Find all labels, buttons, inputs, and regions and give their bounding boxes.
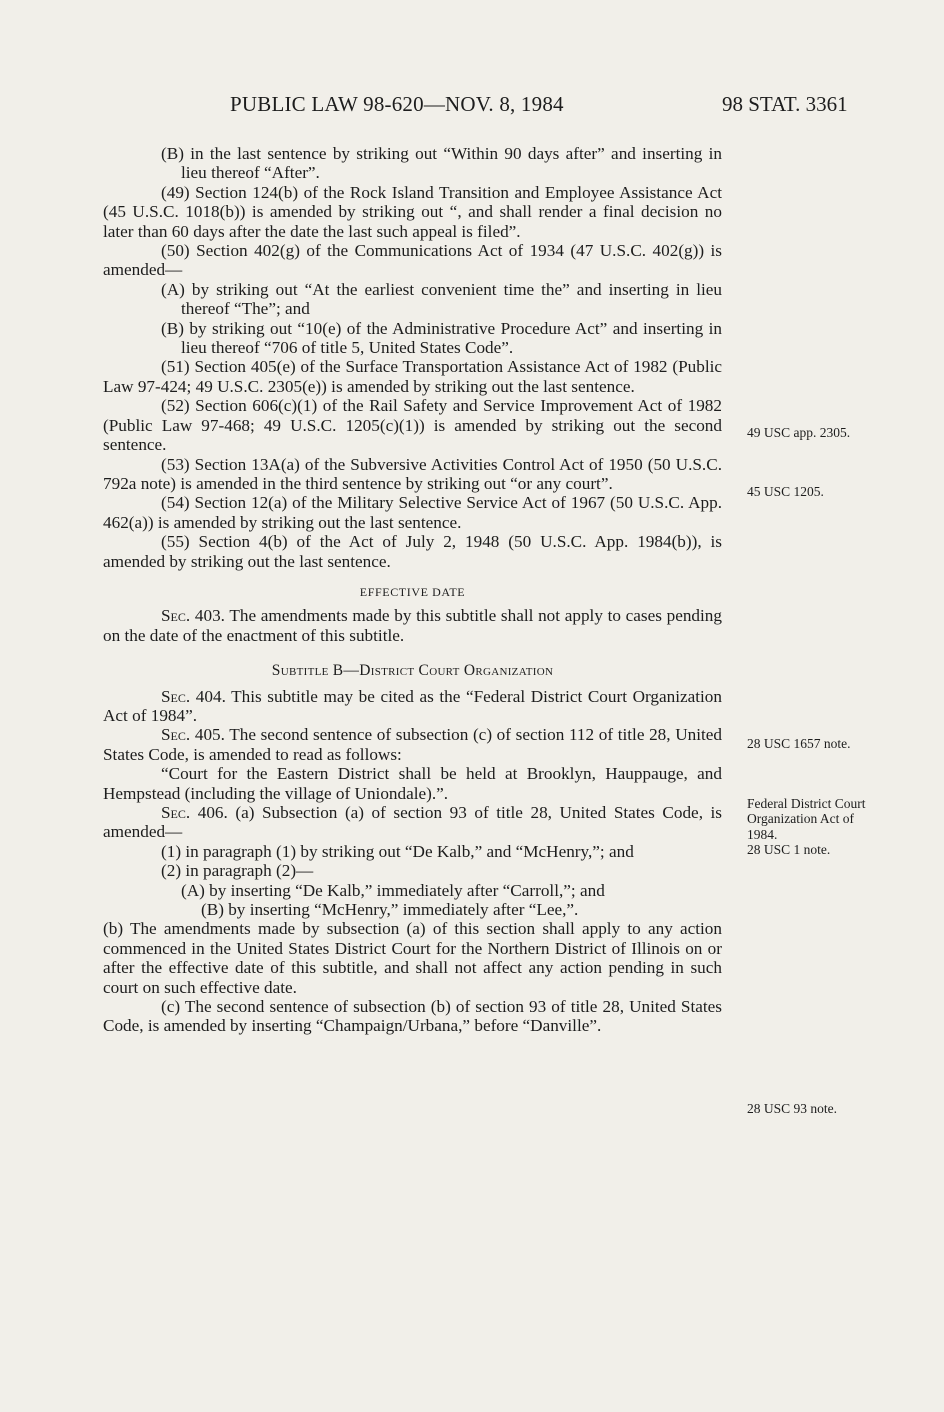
section-404: [103, 687, 722, 726]
paragraph: (c) The second sentence of subsection (b) of section 93 of title 28, United States Code, is amended by inserting “Champaign/Urbana,” before “Danville”.: [103, 997, 722, 1036]
paragraph: (A) by inserting “De Kalb,” immediately after “Carroll,”; and: [181, 880, 605, 900]
paragraph: (54) Section 12(a) of the Military Selective Service Act of 1967 (50 U.S.C. App. 462(a)) is amended by striking out the last sentence.: [103, 493, 722, 532]
margin-note: 28 USC 1657 note.: [747, 736, 851, 751]
paragraph: (B) in the last sentence by striking out “Within 90 days after” and inserting in lieu thereof “After”.: [161, 144, 722, 183]
section-heading-effective-date: EFFECTIVE DATE: [359, 584, 466, 599]
paragraph: (51) Section 405(e) of the Surface Transportation Assistance Act of 1982 (Public Law 97-424; 49 U.S.C. 2305(e)) is amended by striking out the last sentence.: [103, 357, 722, 396]
margin-note: 45 USC 1205.: [747, 484, 824, 499]
statute-body: [103, 144, 722, 1036]
paragraph: (1) in paragraph (1) by striking out “De Kalb,” and “McHenry,”; and: [161, 841, 634, 861]
section-label: Sec.: [161, 606, 191, 626]
section-text: 406. (a) Subsection (a) of section 93 of title 28, United States Code, is amended—: [103, 803, 722, 842]
quoted-text: “Court for the Eastern District shall be held at Brooklyn, Hauppauge, and Hempstead (including the village of Uniondale).”.: [103, 764, 722, 803]
subtitle-heading: Subtitle B—District Court Organization: [271, 662, 554, 680]
paragraph: (b) The amendments made by subsection (a) of this section shall apply to any action commenced in the United States District Court for the Northern District of Illinois on or after the effective date of this subtitle, and shall not affect any action pending in such court on such effective date.: [103, 919, 722, 997]
margin-note: 28 USC 93 note.: [747, 1101, 838, 1116]
paragraph: (B) by inserting “McHenry,” immediately after “Lee,”.: [201, 900, 579, 920]
paragraph: (49) Section 124(b) of the Rock Island Transition and Employee Assistance Act (45 U.S.C. 1018(b)) is amended by striking out “, and shall render a final decision no later than 60 days after the date the last such appeal is filed”.: [103, 182, 722, 241]
section-405: [103, 725, 722, 764]
paragraph: (B) by striking out “10(e) of the Administrative Procedure Act” and inserting in lieu thereof “706 of title 5, United States Code”.: [161, 318, 722, 358]
section-label: Sec.: [161, 803, 191, 822]
margin-note-group: [747, 796, 877, 858]
paragraph: (52) Section 606(c)(1) of the Rail Safety and Service Improvement Act of 1982 (Public Law 97-468; 49 U.S.C. 1205(c)(1)) is amended by striking out the second sentence.: [103, 396, 722, 455]
section-text: 404. This subtitle may be cited as the “Federal District Court Organization Act of 1984”.: [103, 686, 722, 725]
paragraph: (A) by striking out “At the earliest convenient time the” and inserting in lieu thereof “The”; and: [161, 279, 722, 319]
section-403: [103, 606, 722, 645]
section-label: Sec.: [161, 725, 191, 745]
running-head-stat: 98 STAT. 3361: [722, 92, 848, 116]
paragraph: (2) in paragraph (2)—: [161, 861, 314, 881]
margin-note: 49 USC app. 2305.: [747, 425, 851, 440]
section-text: 403. The amendments made by this subtitle shall not apply to cases pending on the date of the enactment of this subtitle.: [103, 606, 722, 645]
paragraph: (53) Section 13A(a) of the Subversive Activities Control Act of 1950 (50 U.S.C. 792a note) is amended in the third sentence by striking out “or any court”.: [103, 454, 722, 493]
section-label: Sec.: [161, 686, 191, 706]
section-text: 405. The second sentence of subsection (c) of section 112 of title 28, United States Code, is amended to read as follows:: [103, 725, 722, 764]
running-head-title: PUBLIC LAW 98-620—NOV. 8, 1984: [230, 92, 564, 116]
margin-note: 28 USC 1 note.: [747, 842, 831, 858]
section-406: [103, 803, 722, 842]
paragraph: (50) Section 402(g) of the Communications Act of 1934 (47 U.S.C. 402(g)) is amended—: [103, 241, 722, 280]
paragraph: (55) Section 4(b) of the Act of July 2, 1948 (50 U.S.C. App. 1984(b)), is amended by striking out the last sentence.: [103, 532, 722, 571]
margin-note: Federal District Court Organization Act of 1984.: [747, 796, 866, 842]
